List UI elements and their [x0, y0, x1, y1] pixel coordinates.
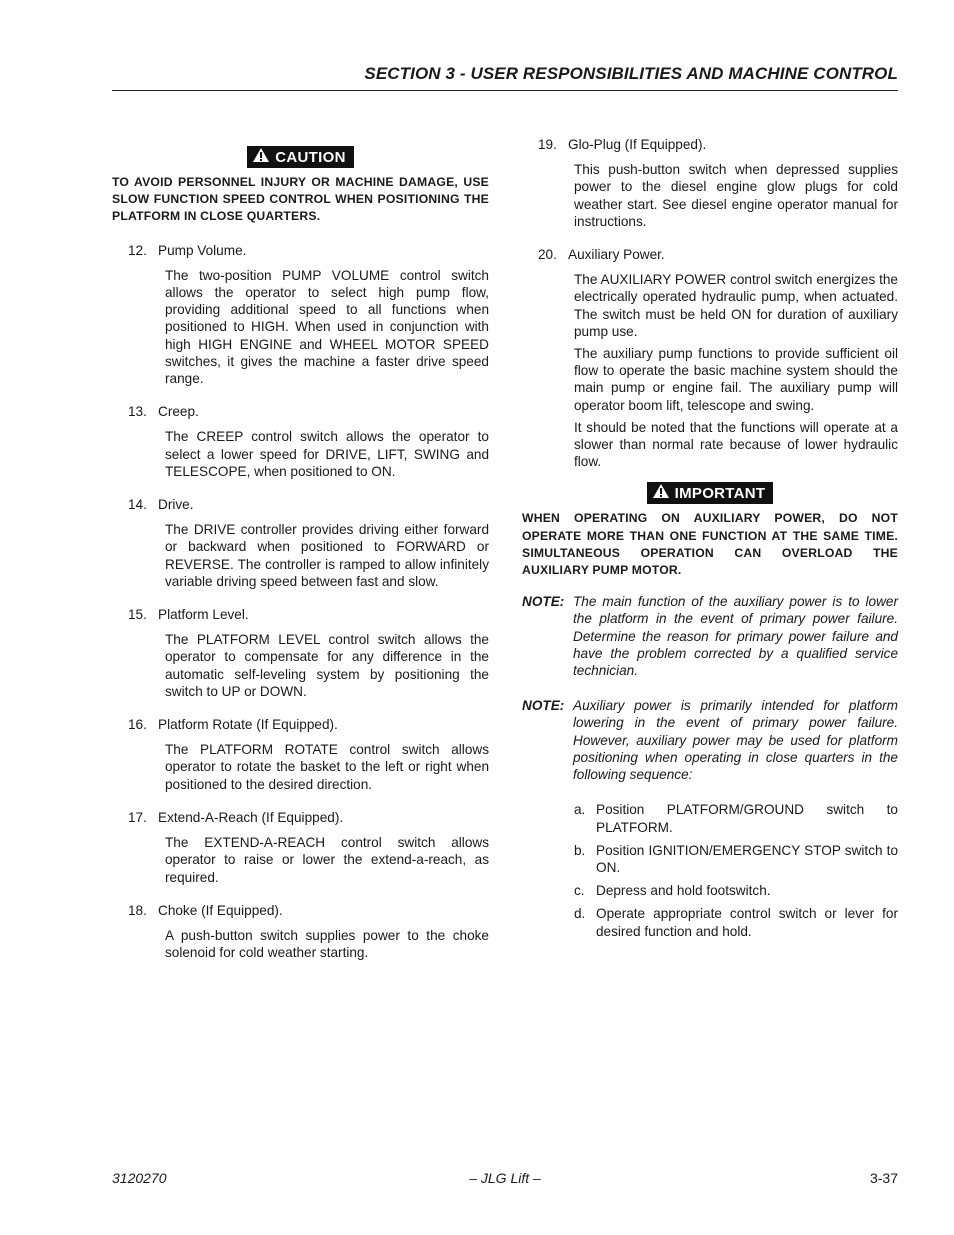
item-19-body: This push-button switch when depressed supplies power to the diesel engine glow plugs for cold weather start. See diesel engine operator manual for instructions. [574, 162, 898, 229]
note-2 [522, 697, 898, 783]
item-title: Drive. [158, 497, 194, 513]
item-19-heading [522, 136, 898, 153]
page-header [112, 64, 898, 91]
item-number: 17. [128, 809, 147, 825]
item-13-heading [112, 403, 489, 420]
item-number: 14. [128, 497, 147, 513]
section-title: SECTION 3 - USER RESPONSIBILITIES AND MACHINE CONTROL [364, 64, 898, 83]
footer-publisher: – JLG Lift – [469, 1170, 541, 1186]
aux-steps-list [574, 801, 898, 939]
item-number: 20. [538, 247, 557, 263]
item-17-heading [112, 809, 489, 826]
caution-text: TO AVOID PERSONNEL INJURY OR MACHINE DAMAGE, USE SLOW FUNCTION SPEED CONTROL WHEN POSITIONING THE PLATFORM IN CLOSE QUARTERS. [112, 175, 489, 224]
item-title: Pump Volume. [158, 242, 247, 258]
item-number: 13. [128, 404, 147, 420]
document-number: 3120270 [112, 1170, 167, 1186]
aux-paragraph-3: It should be noted that the functions will operate at a slower than normal rate because of lower hydraulic flow. [574, 419, 898, 470]
item-20-body [574, 271, 898, 470]
item-title: Glo-Plug (If Equipped). [568, 137, 707, 152]
left-column [112, 146, 489, 961]
item-12-body: The two-position PUMP VOLUME control switch allows the operator to select high pump flow, providing additional speed to all functions when positioned to HIGH. When used in conjunction with high HIGH ENGINE and WHEEL MOTOR SPEED switches, it gives the machine a faster drive speed range. [165, 267, 489, 387]
item-16-body: The PLATFORM ROTATE control switch allows operator to rotate the basket to the left or right when positioned to the desired direction. [165, 742, 489, 792]
warning-triangle-icon [653, 484, 669, 502]
item-12-heading [112, 242, 489, 259]
warning-triangle-icon [253, 148, 269, 166]
step-item [574, 905, 898, 939]
important-label: IMPORTANT [674, 484, 766, 502]
item-number: 16. [128, 717, 147, 733]
caution-banner [112, 146, 489, 168]
step-text: Depress and hold footswitch. [596, 883, 771, 899]
page-number: 3-37 [869, 1170, 898, 1186]
important-banner [522, 482, 898, 504]
item-14-heading [112, 496, 489, 513]
item-15-body: The PLATFORM LEVEL control switch allows the operator to compensate for any difference in the automatic self-leveling system by positioning the switch to UP or DOWN. [165, 632, 489, 699]
step-item [574, 882, 898, 899]
step-item [574, 801, 898, 835]
item-15-heading [112, 606, 489, 623]
caution-badge [247, 146, 353, 168]
item-number: 18. [128, 902, 147, 918]
item-18-heading [112, 902, 489, 919]
item-title: Platform Rotate (If Equipped). [158, 717, 338, 733]
right-column [522, 136, 898, 946]
item-14-body: The DRIVE controller provides driving either forward or backward when positioned to FORWARD or REVERSE. The controller is ramped to allow infinitely variable driving speed between fast and slow. [165, 522, 489, 589]
item-title: Extend-A-Reach (If Equipped). [158, 809, 344, 825]
important-text: WHEN OPERATING ON AUXILIARY POWER, DO NOT OPERATE MORE THAN ONE FUNCTION AT THE SAME TIME. SIMULTANEOUS OPERATION CAN OVERLOAD THE AUXILIARY PUMP MOTOR. [522, 511, 898, 578]
step-letter: c. [574, 883, 585, 899]
note-2-text: Auxiliary power is primarily intended for platform lowering in the event of primary power failure. However, auxiliary power may be used for platform positioning when operating in close quarters in the following sequence: [573, 698, 898, 783]
step-letter: b. [574, 842, 586, 858]
item-title: Platform Level. [158, 607, 249, 623]
item-number: 19. [538, 137, 557, 152]
note-1-text: The main function of the auxiliary power is to lower the platform in the event of primary power failure. Determine the reason for primary power failure and have the problem corrected by a qualified service technician. [573, 594, 898, 679]
caution-label: CAUTION [275, 148, 346, 166]
item-title: Choke (If Equipped). [158, 902, 283, 918]
note-label: NOTE: [522, 698, 565, 714]
aux-paragraph-2: The auxiliary pump functions to provide sufficient oil flow to operate the basic machine system should the main pump or engine fail. The auxiliary pump will operator boom lift, telescope and swing. [574, 346, 898, 413]
item-18-body: A push-button switch supplies power to the choke solenoid for cold weather starting. [165, 927, 489, 961]
step-letter: a. [574, 802, 586, 818]
item-number: 15. [128, 607, 147, 623]
important-badge [647, 482, 774, 504]
item-16-heading [112, 716, 489, 733]
note-label: NOTE: [522, 594, 565, 610]
item-title: Creep. [158, 404, 199, 420]
item-13-body: The CREEP control switch allows the operator to select a lower speed for DRIVE, LIFT, SWING and TELESCOPE, when positioned to ON. [165, 429, 489, 479]
aux-paragraph-1: The AUXILIARY POWER control switch energizes the electrically operated hydraulic pump, when actuated. The switch must be held ON for duration of auxiliary pump use. [574, 272, 898, 339]
step-text: Operate appropriate control switch or lever for desired function and hold. [596, 906, 898, 939]
step-text: Position IGNITION/EMERGENCY STOP switch to ON. [596, 842, 898, 875]
item-title: Auxiliary Power. [568, 247, 665, 263]
step-item [574, 842, 898, 876]
note-1 [522, 593, 898, 679]
item-number: 12. [128, 242, 147, 258]
step-text: Position PLATFORM/GROUND switch to PLATFORM. [596, 802, 898, 835]
item-20-heading [522, 246, 898, 263]
step-letter: d. [574, 906, 586, 922]
item-17-body: The EXTEND-A-REACH control switch allows operator to raise or lower the extend-a-reach, as required. [165, 835, 489, 885]
